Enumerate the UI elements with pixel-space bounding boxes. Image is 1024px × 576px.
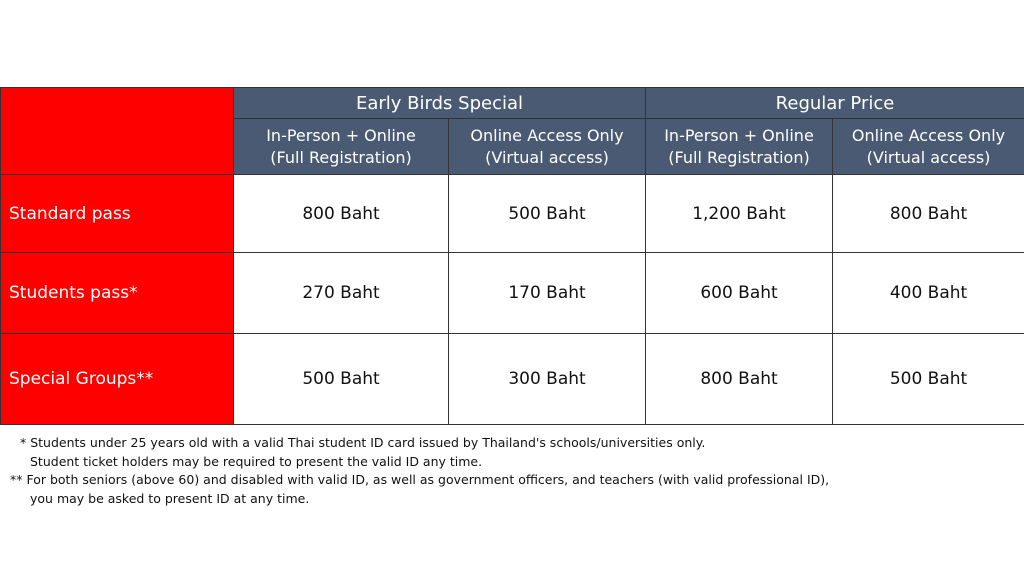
row-label-students-pass: Students pass* <box>1 253 234 334</box>
price-cell: 800 Baht <box>234 175 449 253</box>
price-cell: 600 Baht <box>646 253 833 334</box>
column-header-line1: Online Access Only <box>851 125 1006 145</box>
footnote-special-line1: ** For both seniors (above 60) and disabled with valid ID, as well as government officers, and teachers (with valid professional ID), <box>10 472 830 487</box>
price-cell: 800 Baht <box>833 175 1024 253</box>
column-header-line2: (Full Registration) <box>270 147 412 167</box>
price-cell: 800 Baht <box>646 334 833 425</box>
row-label-special-groups: Special Groups** <box>1 334 234 425</box>
column-header <box>234 119 449 175</box>
column-header-line1: Online Access Only <box>470 125 624 145</box>
price-cell: 270 Baht <box>234 253 449 334</box>
column-header-line2: (Virtual access) <box>866 147 991 167</box>
table-row <box>1 175 1024 253</box>
footnote-students-line2: Student ticket holders may be required to present the valid ID any time. <box>30 453 483 469</box>
footnotes <box>10 434 829 508</box>
footnote-students-line1: * Students under 25 years old with a valid Thai student ID card issued by Thailand's schools/universities only. <box>20 435 706 450</box>
column-header-line1: In-Person + Online <box>266 125 416 145</box>
footnote-special-line2: you may be asked to present ID at any time. <box>30 490 310 506</box>
price-cell: 400 Baht <box>833 253 1024 334</box>
price-cell: 500 Baht <box>234 334 449 425</box>
price-cell: 500 Baht <box>449 175 646 253</box>
table-row <box>1 334 1024 425</box>
column-header-line1: In-Person + Online <box>664 125 814 145</box>
column-header <box>449 119 646 175</box>
column-header-line2: (Full Registration) <box>668 147 810 167</box>
price-cell: 300 Baht <box>449 334 646 425</box>
column-header <box>833 119 1024 175</box>
price-cell: 170 Baht <box>449 253 646 334</box>
corner-cell <box>1 88 234 175</box>
row-label-standard-pass: Standard pass <box>1 175 234 253</box>
regular-price-header: Regular Price <box>646 88 1024 119</box>
price-cell: 1,200 Baht <box>646 175 833 253</box>
column-header <box>646 119 833 175</box>
early-birds-header: Early Birds Special <box>234 88 646 119</box>
table-row <box>1 253 1024 334</box>
column-header-line2: (Virtual access) <box>485 147 609 167</box>
pricing-table <box>0 87 1024 425</box>
price-cell: 500 Baht <box>833 334 1024 425</box>
